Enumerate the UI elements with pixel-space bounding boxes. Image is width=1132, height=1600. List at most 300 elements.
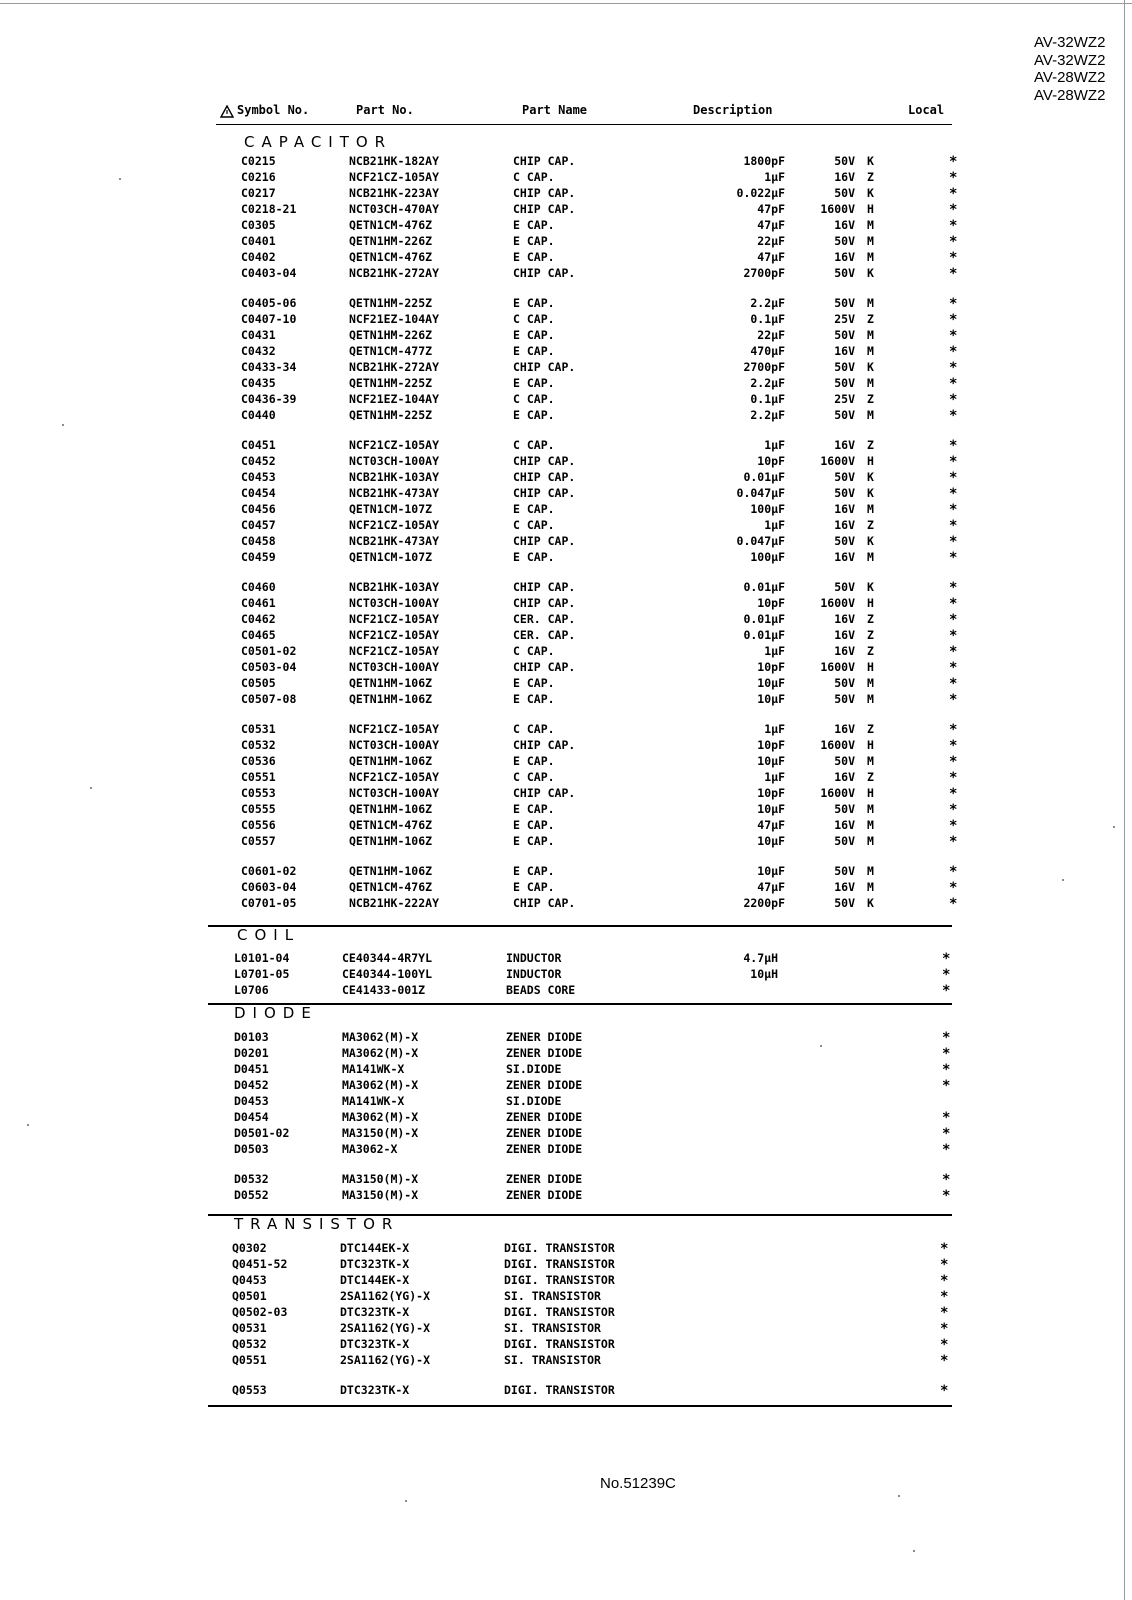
local-mark: *	[949, 644, 958, 660]
tolerance: Z	[867, 518, 874, 532]
tolerance: K	[867, 470, 874, 484]
tolerance: H	[867, 786, 874, 800]
part-no: QETN1HM-225Z	[349, 296, 433, 310]
value: 47pF	[757, 202, 785, 216]
part-name: ZENER DIODE	[506, 1110, 583, 1124]
part-name: E CAP.	[513, 550, 555, 564]
part-name: E CAP.	[513, 754, 555, 768]
part-name: E CAP.	[513, 408, 555, 422]
part-no: MA3062(M)-X	[342, 1110, 419, 1124]
tolerance: Z	[867, 312, 874, 326]
local-mark: *	[940, 1337, 949, 1353]
symbol-no: C0555	[241, 802, 276, 816]
symbol-no: D0454	[234, 1110, 269, 1124]
symbol-no: C0701-05	[241, 896, 297, 910]
part-name: E CAP.	[513, 834, 555, 848]
value: 100μF	[750, 502, 785, 516]
voltage: 50V	[834, 376, 855, 390]
tolerance: H	[867, 660, 874, 674]
value: 10μF	[757, 676, 785, 690]
voltage: 50V	[834, 328, 855, 342]
voltage: 16V	[834, 502, 855, 516]
scan-speck	[1113, 826, 1115, 828]
symbol-no: C0457	[241, 518, 276, 532]
symbol-no: C0440	[241, 408, 276, 422]
part-name: CHIP CAP.	[513, 596, 576, 610]
local-mark: *	[949, 738, 958, 754]
part-no: 2SA1162(YG)-X	[340, 1289, 431, 1303]
symbol-no: Q0501	[232, 1289, 267, 1303]
tolerance: K	[867, 580, 874, 594]
part-name: E CAP.	[513, 818, 555, 832]
value: 2.2μF	[750, 296, 785, 310]
voltage: 16V	[834, 250, 855, 264]
value: 47μF	[757, 250, 785, 264]
part-name: C CAP.	[513, 770, 555, 784]
section-title-diode: DIODE	[234, 1004, 318, 1022]
symbol-no: C0603-04	[241, 880, 297, 894]
tolerance: Z	[867, 612, 874, 626]
part-no: NCF21CZ-105AY	[349, 644, 440, 658]
value: 47μF	[757, 818, 785, 832]
part-name: C CAP.	[513, 392, 555, 406]
symbol-no: C0553	[241, 786, 276, 800]
section-divider	[208, 925, 952, 927]
local-mark: *	[949, 344, 958, 360]
local-mark: *	[949, 692, 958, 708]
tolerance: H	[867, 454, 874, 468]
part-name: E CAP.	[513, 692, 555, 706]
part-name: E CAP.	[513, 218, 555, 232]
part-name: ZENER DIODE	[506, 1078, 583, 1092]
part-name: SI. TRANSISTOR	[504, 1353, 601, 1367]
section-title-coil: COIL	[237, 926, 301, 944]
voltage: 50V	[834, 234, 855, 248]
value: 10pF	[757, 660, 785, 674]
part-no: QETN1CM-476Z	[349, 818, 433, 832]
part-no: NCB21HK-272AY	[349, 360, 440, 374]
value: 10pF	[757, 454, 785, 468]
voltage: 16V	[834, 170, 855, 184]
part-no: NCT03CH-470AY	[349, 202, 440, 216]
symbol-no: C0218-21	[241, 202, 297, 216]
voltage: 16V	[834, 880, 855, 894]
part-name: C CAP.	[513, 312, 555, 326]
document-number: No.51239C	[600, 1475, 676, 1492]
part-name: ZENER DIODE	[506, 1188, 583, 1202]
voltage: 50V	[834, 834, 855, 848]
voltage: 16V	[834, 628, 855, 642]
part-name: CHIP CAP.	[513, 534, 576, 548]
part-no: QETN1CM-476Z	[349, 250, 433, 264]
section-title-transistor: TRANSISTOR	[234, 1215, 400, 1233]
local-mark: *	[940, 1321, 949, 1337]
local-mark: *	[949, 392, 958, 408]
symbol-no: C0216	[241, 170, 276, 184]
voltage: 50V	[834, 676, 855, 690]
part-name: CHIP CAP.	[513, 786, 576, 800]
tolerance: Z	[867, 438, 874, 452]
part-name: DIGI. TRANSISTOR	[504, 1305, 615, 1319]
part-no: QETN1CM-477Z	[349, 344, 433, 358]
part-no: MA3150(M)-X	[342, 1188, 419, 1202]
right-scan-rule	[1124, 0, 1125, 1600]
part-name: CER. CAP.	[513, 628, 576, 642]
part-name: ZENER DIODE	[506, 1126, 583, 1140]
symbol-no: C0556	[241, 818, 276, 832]
symbol-no: C0451	[241, 438, 276, 452]
part-name: CHIP CAP.	[513, 154, 576, 168]
header-description: Description	[693, 103, 773, 117]
symbol-no: Q0502-03	[232, 1305, 288, 1319]
part-name: DIGI. TRANSISTOR	[504, 1337, 615, 1351]
part-no: NCT03CH-100AY	[349, 738, 440, 752]
part-no: NCT03CH-100AY	[349, 660, 440, 674]
symbol-no: L0706	[234, 983, 269, 997]
symbol-no: D0453	[234, 1094, 269, 1108]
value: 10μF	[757, 864, 785, 878]
local-mark: *	[949, 818, 958, 834]
local-mark: *	[949, 154, 958, 170]
symbol-no: C0402	[241, 250, 276, 264]
voltage: 1600V	[820, 738, 855, 752]
voltage: 50V	[834, 360, 855, 374]
scan-speck	[119, 178, 121, 180]
local-mark: *	[942, 1110, 951, 1126]
symbol-no: C0501-02	[241, 644, 297, 658]
value: 0.01μF	[743, 580, 785, 594]
symbol-no: D0552	[234, 1188, 269, 1202]
tolerance: Z	[867, 170, 874, 184]
symbol-no: C0462	[241, 612, 276, 626]
part-no: MA141WK-X	[342, 1094, 405, 1108]
part-name: BEADS CORE	[506, 983, 576, 997]
part-no: QETN1CM-476Z	[349, 880, 433, 894]
value: 2700pF	[743, 360, 785, 374]
local-mark: *	[949, 802, 958, 818]
local-mark: *	[949, 628, 958, 644]
symbol-no: C0505	[241, 676, 276, 690]
voltage: 1600V	[820, 454, 855, 468]
value: 47μF	[757, 218, 785, 232]
part-name: E CAP.	[513, 676, 555, 690]
scan-speck	[913, 1550, 915, 1552]
local-mark: *	[949, 218, 958, 234]
symbol-no: D0451	[234, 1062, 269, 1076]
voltage: 50V	[834, 802, 855, 816]
part-name: DIGI. TRANSISTOR	[504, 1241, 615, 1255]
part-name: E CAP.	[513, 234, 555, 248]
tolerance: M	[867, 502, 874, 516]
symbol-no: C0436-39	[241, 392, 297, 406]
symbol-no: C0453	[241, 470, 276, 484]
voltage: 50V	[834, 896, 855, 910]
local-mark: *	[942, 1172, 951, 1188]
scan-speck	[27, 1124, 29, 1126]
symbol-no: C0465	[241, 628, 276, 642]
local-mark: *	[942, 1030, 951, 1046]
value: 1μF	[764, 644, 785, 658]
tolerance: Z	[867, 770, 874, 784]
voltage: 50V	[834, 754, 855, 768]
part-no: NCF21CZ-105AY	[349, 722, 440, 736]
part-no: NCF21CZ-105AY	[349, 770, 440, 784]
part-name: SI. TRANSISTOR	[504, 1321, 601, 1335]
value: 1μF	[764, 438, 785, 452]
part-name: CHIP CAP.	[513, 486, 576, 500]
value: 10pF	[757, 596, 785, 610]
warning-triangle-icon	[220, 103, 234, 122]
part-name: CHIP CAP.	[513, 580, 576, 594]
voltage: 1600V	[820, 202, 855, 216]
value: 10μF	[757, 692, 785, 706]
local-mark: *	[949, 486, 958, 502]
symbol-no: Q0553	[232, 1383, 267, 1397]
symbol-no: D0103	[234, 1030, 269, 1044]
scan-speck	[898, 1495, 900, 1497]
part-no: NCF21CZ-105AY	[349, 628, 440, 642]
voltage: 50V	[834, 470, 855, 484]
symbol-no: D0501-02	[234, 1126, 290, 1140]
tolerance: M	[867, 818, 874, 832]
voltage: 16V	[834, 218, 855, 232]
symbol-no: D0452	[234, 1078, 269, 1092]
header-part-name: Part Name	[522, 103, 588, 117]
value: 22μF	[757, 234, 785, 248]
part-name: E CAP.	[513, 864, 555, 878]
part-no: DTC144EK-X	[340, 1273, 410, 1287]
tolerance: M	[867, 376, 874, 390]
part-no: QETN1HM-106Z	[349, 676, 433, 690]
local-mark: *	[949, 408, 958, 424]
symbol-no: Q0531	[232, 1321, 267, 1335]
part-name: CHIP CAP.	[513, 738, 576, 752]
local-mark: *	[949, 864, 958, 880]
local-mark: *	[949, 834, 958, 850]
part-no: NCT03CH-100AY	[349, 596, 440, 610]
model-name: AV-32WZ2	[1034, 51, 1106, 69]
header-local: Local	[908, 103, 945, 117]
part-name: CHIP CAP.	[513, 454, 576, 468]
symbol-no: C0215	[241, 154, 276, 168]
symbol-no: C0217	[241, 186, 276, 200]
part-no: MA3062-X	[342, 1142, 398, 1156]
symbol-no: C0460	[241, 580, 276, 594]
part-name: E CAP.	[513, 250, 555, 264]
value: 10pF	[757, 738, 785, 752]
part-name: CHIP CAP.	[513, 896, 576, 910]
local-mark: *	[949, 186, 958, 202]
voltage: 25V	[834, 312, 855, 326]
voltage: 16V	[834, 344, 855, 358]
value: 0.01μF	[743, 470, 785, 484]
part-no: NCB21HK-473AY	[349, 534, 440, 548]
tolerance: H	[867, 738, 874, 752]
part-name: CHIP CAP.	[513, 266, 576, 280]
value: 2200pF	[743, 896, 785, 910]
tolerance: M	[867, 834, 874, 848]
part-name: E CAP.	[513, 502, 555, 516]
tolerance: M	[867, 328, 874, 342]
voltage: 16V	[834, 612, 855, 626]
local-mark: *	[949, 376, 958, 392]
local-mark: *	[949, 170, 958, 186]
local-mark: *	[949, 266, 958, 282]
local-mark: *	[942, 1046, 951, 1062]
value: 1μF	[764, 518, 785, 532]
tolerance: M	[867, 802, 874, 816]
part-no: NCB21HK-103AY	[349, 580, 440, 594]
part-name: CHIP CAP.	[513, 186, 576, 200]
symbol-no: C0452	[241, 454, 276, 468]
part-no: NCF21CZ-105AY	[349, 518, 440, 532]
part-no: MA141WK-X	[342, 1062, 405, 1076]
part-no: MA3062(M)-X	[342, 1030, 419, 1044]
local-mark: *	[949, 880, 958, 896]
table-bottom-rule	[208, 1405, 952, 1407]
value: 10μF	[757, 802, 785, 816]
part-name: E CAP.	[513, 296, 555, 310]
part-no: NCF21CZ-105AY	[349, 438, 440, 452]
symbol-no: Q0551	[232, 1353, 267, 1367]
value: 0.1μF	[750, 312, 785, 326]
local-mark: *	[949, 534, 958, 550]
voltage: 1600V	[820, 596, 855, 610]
part-no: NCT03CH-100AY	[349, 454, 440, 468]
tolerance: M	[867, 880, 874, 894]
part-name: ZENER DIODE	[506, 1046, 583, 1060]
value: 1800pF	[743, 154, 785, 168]
part-name: ZENER DIODE	[506, 1030, 583, 1044]
local-mark: *	[949, 676, 958, 692]
part-no: NCB21HK-473AY	[349, 486, 440, 500]
local-mark: *	[949, 896, 958, 912]
voltage: 16V	[834, 722, 855, 736]
local-mark: *	[942, 1142, 951, 1158]
symbol-no: L0701-05	[234, 967, 290, 981]
tolerance: M	[867, 344, 874, 358]
value: 1μF	[764, 722, 785, 736]
symbol-no: C0431	[241, 328, 276, 342]
voltage: 16V	[834, 518, 855, 532]
symbol-no: C0456	[241, 502, 276, 516]
local-mark: *	[940, 1305, 949, 1321]
part-no: QETN1HM-106Z	[349, 692, 433, 706]
part-no: NCF21EZ-104AY	[349, 312, 440, 326]
part-name: INDUCTOR	[506, 967, 562, 981]
part-no: QETN1HM-106Z	[349, 834, 433, 848]
local-mark: *	[949, 550, 958, 566]
tolerance: M	[867, 250, 874, 264]
value: 10μF	[757, 754, 785, 768]
part-name: SI.DIODE	[506, 1062, 562, 1076]
local-mark: *	[949, 596, 958, 612]
part-no: NCT03CH-100AY	[349, 786, 440, 800]
part-no: MA3150(M)-X	[342, 1126, 419, 1140]
voltage: 50V	[834, 580, 855, 594]
scan-speck	[90, 787, 92, 789]
part-no: QETN1CM-107Z	[349, 550, 433, 564]
voltage: 1600V	[820, 660, 855, 674]
tolerance: K	[867, 896, 874, 910]
tolerance: M	[867, 218, 874, 232]
tolerance: M	[867, 234, 874, 248]
value: 0.047μF	[736, 534, 785, 548]
part-no: NCB21HK-103AY	[349, 470, 440, 484]
part-name: DIGI. TRANSISTOR	[504, 1257, 615, 1271]
local-mark: *	[949, 580, 958, 596]
local-mark: *	[940, 1353, 949, 1369]
local-mark: *	[949, 234, 958, 250]
local-mark: *	[949, 502, 958, 518]
voltage: 50V	[834, 486, 855, 500]
model-name: AV-32WZ2	[1034, 34, 1106, 51]
local-mark: *	[942, 983, 951, 999]
part-no: DTC323TK-X	[340, 1257, 410, 1271]
tolerance: Z	[867, 392, 874, 406]
part-name: C CAP.	[513, 722, 555, 736]
part-no: NCF21CZ-105AY	[349, 170, 440, 184]
local-mark: *	[949, 612, 958, 628]
local-mark: *	[940, 1273, 949, 1289]
local-mark: *	[942, 967, 951, 983]
local-mark: *	[949, 786, 958, 802]
part-no: QETN1CM-476Z	[349, 218, 433, 232]
voltage: 16V	[834, 770, 855, 784]
voltage: 50V	[834, 154, 855, 168]
value: 10μF	[757, 834, 785, 848]
symbol-no: C0305	[241, 218, 276, 232]
tolerance: M	[867, 676, 874, 690]
voltage: 50V	[834, 266, 855, 280]
symbol-no: D0532	[234, 1172, 269, 1186]
voltage: 50V	[834, 692, 855, 706]
symbol-no: C0435	[241, 376, 276, 390]
part-name: E CAP.	[513, 344, 555, 358]
voltage: 16V	[834, 438, 855, 452]
part-no: 2SA1162(YG)-X	[340, 1321, 431, 1335]
local-mark: *	[942, 1078, 951, 1094]
value: 2700pF	[743, 266, 785, 280]
model-name: AV-28WZ2	[1034, 69, 1106, 86]
part-name: ZENER DIODE	[506, 1142, 583, 1156]
section-divider	[208, 1003, 952, 1005]
symbol-no: D0201	[234, 1046, 269, 1060]
part-name: E CAP.	[513, 376, 555, 390]
local-mark: *	[942, 951, 951, 967]
tolerance: K	[867, 486, 874, 500]
local-mark: *	[949, 470, 958, 486]
tolerance: K	[867, 360, 874, 374]
symbol-no: C0432	[241, 344, 276, 358]
part-no: QETN1HM-106Z	[349, 754, 433, 768]
tolerance: M	[867, 754, 874, 768]
tolerance: H	[867, 596, 874, 610]
value: 47μF	[757, 880, 785, 894]
part-name: C CAP.	[513, 518, 555, 532]
value: 1μF	[764, 170, 785, 184]
local-mark: *	[949, 518, 958, 534]
part-no: QETN1HM-106Z	[349, 802, 433, 816]
top-scan-rule	[0, 3, 1132, 4]
local-mark: *	[940, 1383, 949, 1399]
scan-speck	[820, 1045, 822, 1047]
symbol-no: C0454	[241, 486, 276, 500]
part-name: CHIP CAP.	[513, 470, 576, 484]
header-symbol: Symbol No.	[237, 103, 310, 117]
part-name: SI. TRANSISTOR	[504, 1289, 601, 1303]
part-name: CHIP CAP.	[513, 360, 576, 374]
